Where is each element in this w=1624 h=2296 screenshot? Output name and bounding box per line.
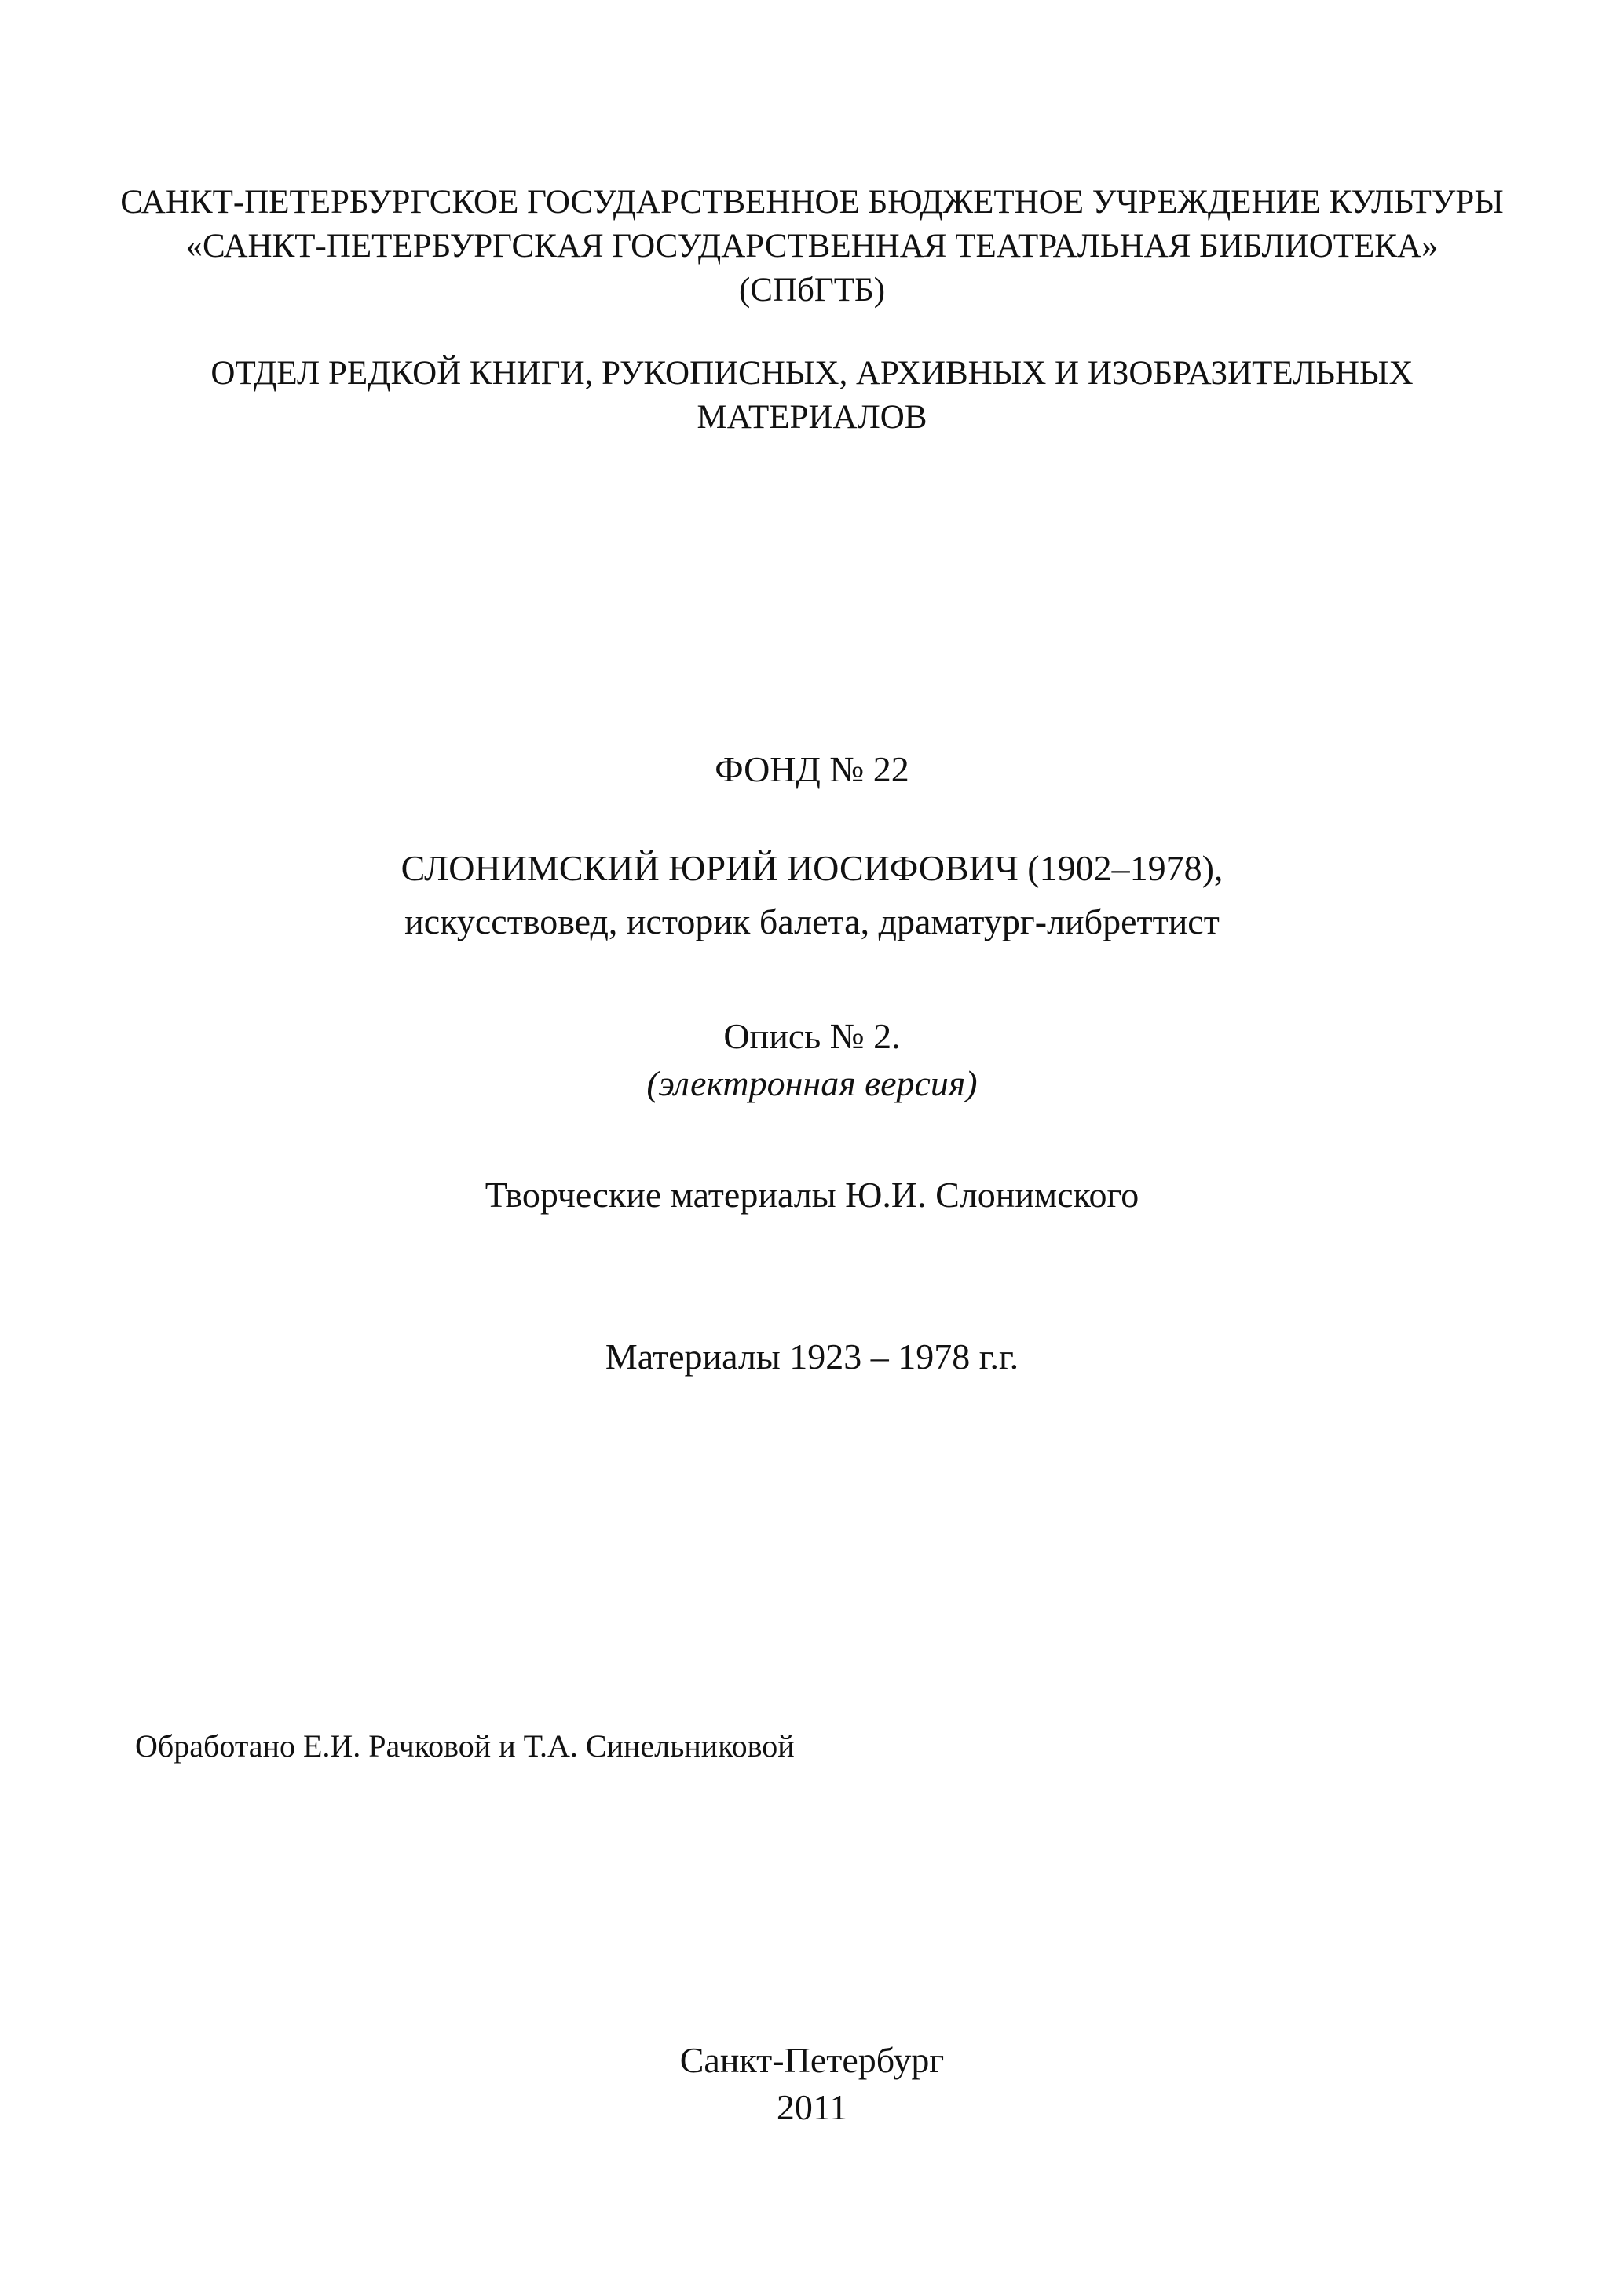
footer-year: 2011 bbox=[776, 2087, 848, 2127]
dates-title: Материалы 1923 – 1978 г.г. bbox=[605, 1336, 1019, 1377]
processed-by: Обработано Е.И. Рачковой и Т.А. Синельниковой bbox=[135, 1728, 795, 1764]
header-line-2: «САНКТ-ПЕТЕРБУРГСКАЯ ГОСУДАРСТВЕННАЯ ТЕАТРАЛЬНАЯ БИБЛИОТЕКА» bbox=[185, 228, 1439, 265]
header-line-1: САНКТ-ПЕТЕРБУРГСКОЕ ГОСУДАРСТВЕННОЕ БЮДЖЕТНОЕ УЧРЕЖДЕНИЕ КУЛЬТУРЫ bbox=[120, 184, 1504, 221]
person-description: искусствовед, историк балета, драматург-либреттист bbox=[404, 901, 1220, 941]
footer-city: Санкт-Петербург bbox=[679, 2040, 945, 2080]
inventory-version: (электронная версия) bbox=[646, 1063, 978, 1103]
fond-title: ФОНД № 22 bbox=[715, 749, 909, 789]
department-line-2: МАТЕРИАЛОВ bbox=[697, 399, 927, 436]
header-line-3: (СПбГТБ) bbox=[738, 272, 886, 309]
inventory-title: Опись № 2. bbox=[723, 1016, 901, 1056]
department-line-1: ОТДЕЛ РЕДКОЙ КНИГИ, РУКОПИСНЫХ, АРХИВНЫХ И ИЗОБРАЗИТЕЛЬНЫХ bbox=[210, 355, 1414, 392]
subject-title: Творческие материалы Ю.И. Слонимского bbox=[485, 1175, 1139, 1215]
person-name: СЛОНИМСКИЙ ЮРИЙ ИОСИФОВИЧ (1902–1978), bbox=[401, 848, 1223, 888]
